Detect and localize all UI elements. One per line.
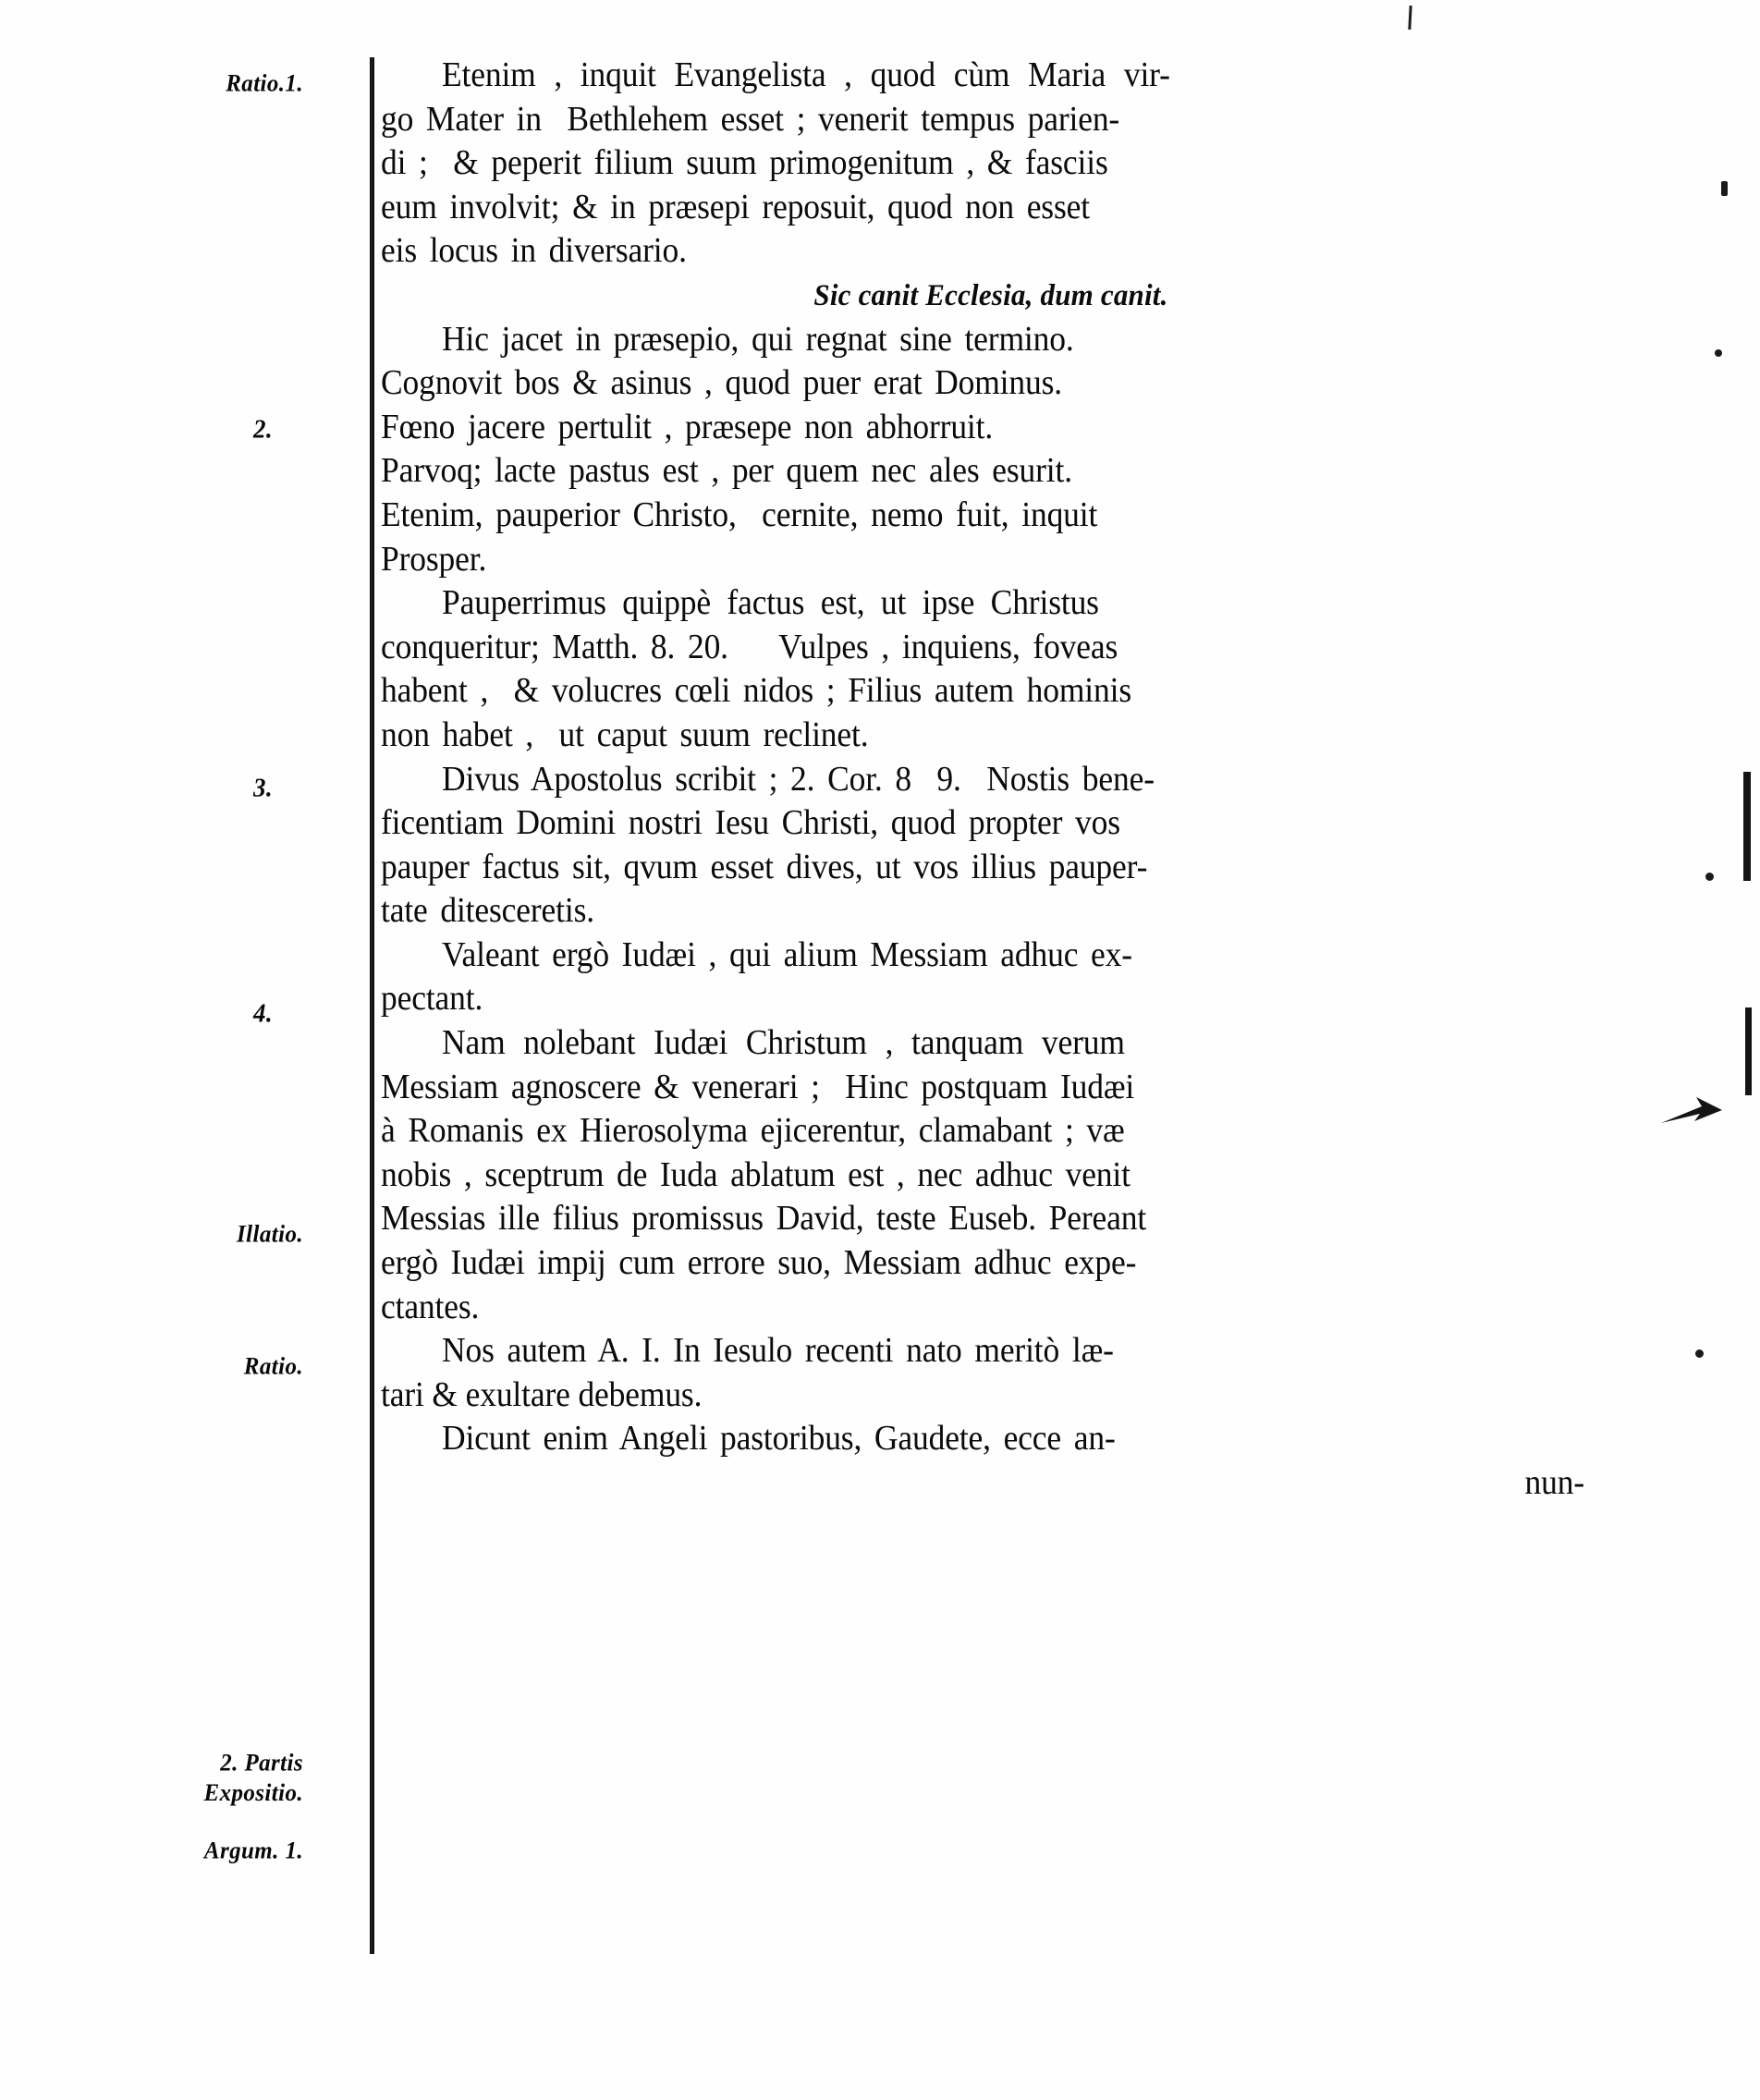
text-line: Nam nolebant Iudæi Christum , tanquam verum <box>442 1022 1125 1062</box>
text-line: Parvoq; lacte pastus est , per quem nec ales esurit. <box>381 450 1072 490</box>
scan-arrow-mark <box>1659 1095 1724 1130</box>
text-line: à Romanis ex Hierosolyma ejicerentur, clamabant ; væ <box>381 1110 1125 1150</box>
text-line: eum involvit; & in præsepi reposuit, quod non esset <box>381 186 1090 226</box>
scan-speckle-right-upper <box>1721 181 1728 196</box>
text-line: ctantes. <box>381 1286 480 1326</box>
margin-note-3 <box>0 774 370 800</box>
margin-note-2 <box>0 415 370 442</box>
margin-note-line: Illatio. <box>237 1221 303 1248</box>
text-line: habent , & volucres cœli nidos ; Filius autem hominis <box>381 670 1131 710</box>
text-line: Hic jacet in præsepio, qui regnat sine termino. <box>442 318 1074 359</box>
text-line: pauper factus sit, qvum esset dives, ut vos illius pauper- <box>381 846 1148 886</box>
margin-note-line: 3. <box>252 773 273 802</box>
scan-speckle-right-lower <box>1695 1349 1704 1358</box>
margin-note-ratio-2 <box>26 1354 370 1379</box>
text-line: Messiam agnoscere & venerari ; Hinc postquam Iudæi <box>381 1066 1135 1106</box>
paragraph-nos-autem <box>381 1327 1601 1415</box>
margin-note-line: 4. <box>252 998 273 1028</box>
text-line: Etenim, pauperior Christo, cernite, nemo fuit, inquit <box>381 494 1098 534</box>
text-line: tate ditesceretis. <box>381 890 594 930</box>
text-line: ergò Iudæi impij cum errore suo, Messiam adhuc expe- <box>381 1242 1137 1282</box>
margin-note-ratio-1 <box>26 71 370 96</box>
text-line: Prosper. <box>381 538 487 579</box>
text-line: tari & exultare debemus. <box>381 1374 703 1414</box>
margin-note-line: Expositio. <box>203 1780 303 1807</box>
scan-edge-mark-right <box>1743 772 1751 881</box>
scan-speckle-right-mid2 <box>1705 873 1714 881</box>
main-text-column <box>381 52 1601 1504</box>
paragraph-etenim <box>381 52 1601 272</box>
text-line: Etenim , inquit Evangelista , quod cùm Maria vir- <box>442 55 1170 94</box>
text-line: Divus Apostolus scribit ; 2. Cor. 8 9. Nostis bene- <box>442 758 1155 799</box>
text-line: Dicunt enim Angeli pastoribus, Gaudete, ecce an- <box>442 1418 1116 1458</box>
margin-note-illatio <box>26 1222 370 1247</box>
margin-note-line: Argum. 1. <box>203 1838 303 1864</box>
text-line: eis locus in diversario. <box>381 230 687 270</box>
scan-speckle-top <box>1408 6 1412 30</box>
paragraph-pauperrimus <box>381 580 1601 755</box>
text-line: go Mater in Bethlehem esset ; venerit tempus parien- <box>381 98 1120 139</box>
vertical-rule <box>370 57 374 1954</box>
text-line: Pauperrimus quippè factus est, ut ipse Christus <box>442 582 1099 622</box>
text-line: Valeant ergò Iudæi , qui alium Messiam adhuc ex- <box>442 934 1132 974</box>
text-line: Messias ille filius promissus David, teste Euseb. Pereant <box>381 1198 1147 1239</box>
text-line: di ; & peperit filium suum primogenitum , & fasciis <box>381 142 1108 182</box>
margin-note-partis-expositio <box>26 1749 370 1809</box>
text-line: conqueritur; Matth. 8. 20. Vulpes , inquiens, foveas <box>381 626 1118 666</box>
catchword: nun- <box>1524 1462 1584 1502</box>
text-line: Fœno jacere pertulit , præsepe non abhorruit. <box>381 406 994 446</box>
text-line: pectant. <box>381 978 483 1019</box>
paragraph-divus-apostolus <box>381 756 1601 932</box>
paragraph-nam-nolebant <box>381 1019 1601 1327</box>
text-line: nobis , sceptrum de Iuda ablatum est , nec adhuc venit <box>381 1154 1131 1194</box>
paragraph-valeant <box>381 932 1601 1019</box>
text-line: Nos autem A. I. In Iesulo recenti nato meritò læ- <box>442 1330 1114 1370</box>
scan-speckle-right-mid <box>1715 349 1722 357</box>
text-line: ficentiam Domini nostri Iesu Christi, quod propter vos <box>381 802 1120 842</box>
paragraph-sic-canit-ecclesia <box>381 272 1601 316</box>
margin-note-line: 2. <box>252 414 273 444</box>
marginal-notes-column <box>0 0 370 2100</box>
paragraph-dicunt-enim <box>381 1415 1601 1459</box>
text-line: non habet , ut caput suum reclinet. <box>381 714 869 754</box>
margin-note-line: 2. Partis <box>220 1750 303 1776</box>
margin-note-argum-1 <box>26 1838 370 1863</box>
margin-note-line: Ratio. <box>243 1353 303 1380</box>
margin-note-line: Ratio.1. <box>226 70 303 97</box>
text-line-italic: Sic canit Ecclesia, dum canit. <box>813 277 1168 312</box>
scan-edge-mark-right2 <box>1745 1007 1752 1095</box>
margin-note-4 <box>0 999 370 1026</box>
text-line: Cognovit bos & asinus , quod puer erat Dominus. <box>381 362 1062 402</box>
paragraph-hymn <box>381 316 1601 580</box>
